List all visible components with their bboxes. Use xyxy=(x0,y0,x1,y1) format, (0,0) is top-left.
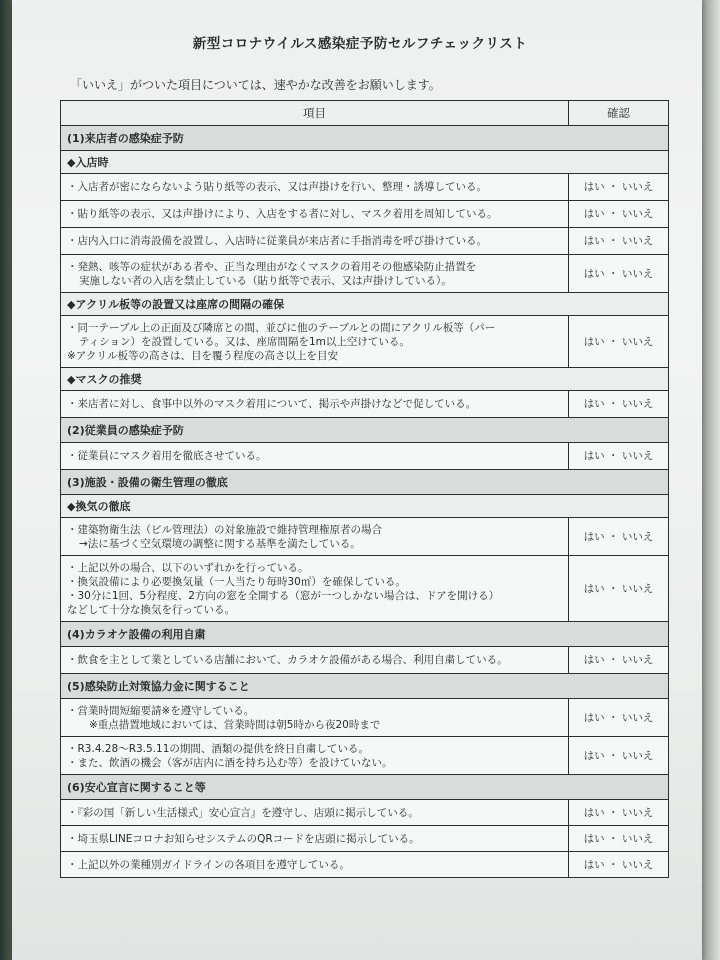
item-text: ・飲食を主として業としている店舗において、カラオケ設備がある場合、利用自粛している。 xyxy=(61,647,569,674)
answer-choice[interactable]: はい ・ いいえ xyxy=(569,255,669,293)
item-text: ・店内入口に消毒設備を設置し、入店時に従業員が来店者に手指消毒を呼び掛けている。 xyxy=(61,228,569,255)
section-row xyxy=(61,126,669,151)
item-text: ・埼玉県LINEコロナお知らせシステムのQRコードを店頭に掲示している。 xyxy=(61,826,569,852)
item-text: ・建築物衛生法（ビル管理法）の対象施設で維持管理権原者の場合 →法に基づく空気環境の調整に関する基準を満たしている。 xyxy=(61,518,569,556)
answer-choice[interactable]: はい ・ いいえ xyxy=(569,201,669,228)
check-item-row xyxy=(61,556,669,622)
check-item-row xyxy=(61,391,669,418)
check-item-row xyxy=(61,316,669,368)
section-title: (2)従業員の感染症予防 xyxy=(61,418,669,443)
subsection-title: ◆アクリル板等の設置又は座席の間隔の確保 xyxy=(61,293,669,316)
item-text: ・同一テーブル上の正面及び隣席との間、並びに他のテーブルとの間にアクリル板等（パー ティション）を設置している。又は、座席間隔を1m以上空けている。 ※アクリル板等の高さは、目を覆う程度の高さ以上を目安 xyxy=(61,316,569,368)
section-title: (1)来店者の感染症予防 xyxy=(61,126,669,151)
subsection-row xyxy=(61,151,669,174)
answer-choice[interactable]: はい ・ いいえ xyxy=(569,737,669,775)
item-text: ・貼り紙等の表示、又は声掛けにより、入店をする者に対し、マスク着用を周知している。 xyxy=(61,201,569,228)
check-item-row xyxy=(61,174,669,201)
answer-choice[interactable]: はい ・ いいえ xyxy=(569,699,669,737)
section-row xyxy=(61,775,669,800)
answer-choice[interactable]: はい ・ いいえ xyxy=(569,391,669,418)
check-item-row xyxy=(61,647,669,674)
item-text: ・『彩の国「新しい生活様式」安心宣言』を遵守し、店頭に掲示している。 xyxy=(61,800,569,826)
page-title: 新型コロナウイルス感染症予防セルフチェックリスト xyxy=(192,36,528,52)
section-title: (6)安心宣言に関すること等 xyxy=(61,775,669,800)
answer-choice[interactable]: はい ・ いいえ xyxy=(569,826,669,852)
subsection-title: ◆マスクの推奨 xyxy=(61,368,669,391)
check-item-row xyxy=(61,826,669,852)
section-title: (4)カラオケ設備の利用自粛 xyxy=(61,622,669,647)
section-row xyxy=(61,418,669,443)
check-item-row xyxy=(61,443,669,470)
section-title: (5)感染防止対策協力金に関すること xyxy=(61,674,669,699)
check-item-row xyxy=(61,699,669,737)
section-title: (3)施設・設備の衛生管理の徹底 xyxy=(61,470,669,495)
section-row xyxy=(61,622,669,647)
check-item-row xyxy=(61,852,669,878)
subsection-row xyxy=(61,293,669,316)
answer-choice[interactable]: はい ・ いいえ xyxy=(569,174,669,201)
answer-choice[interactable]: はい ・ いいえ xyxy=(569,518,669,556)
item-text: ・入店者が密にならないよう貼り紙等の表示、又は声掛けを行い、整理・誘導している。 xyxy=(61,174,569,201)
header-item: 項目 xyxy=(61,101,569,126)
section-row xyxy=(61,674,669,699)
subsection-title: ◆入店時 xyxy=(61,151,669,174)
answer-choice[interactable]: はい ・ いいえ xyxy=(569,556,669,622)
check-item-row xyxy=(61,737,669,775)
table-header-row xyxy=(61,101,669,126)
checklist-table xyxy=(60,100,669,878)
check-item-row xyxy=(61,201,669,228)
section-row xyxy=(61,470,669,495)
answer-choice[interactable]: はい ・ いいえ xyxy=(569,443,669,470)
answer-choice[interactable]: はい ・ いいえ xyxy=(569,647,669,674)
item-text: ・営業時間短縮要請※を遵守している。 ※重点措置地域においては、営業時間は朝5時から夜20時まで xyxy=(61,699,569,737)
item-text: ・上記以外の場合、以下のいずれかを行っている。 ・換気設備により必要換気量（一人当たり毎時30㎥）を確保している。 ・30分に1回、5分程度、2方向の窓を全開する（窓が一つしかない場合は、ドアを開ける） などして十分な換気を行っている。 xyxy=(61,556,569,622)
item-text: ・従業員にマスク着用を徹底させている。 xyxy=(61,443,569,470)
check-item-row xyxy=(61,800,669,826)
desk-background-right xyxy=(700,0,720,960)
subsection-row xyxy=(61,495,669,518)
header-confirm: 確認 xyxy=(569,101,669,126)
check-item-row xyxy=(61,518,669,556)
check-item-row xyxy=(61,228,669,255)
item-text: ・来店者に対し、食事中以外のマスク着用について、掲示や声掛けなどで促している。 xyxy=(61,391,569,418)
intro-text: 「いいえ」がついた項目については、速やかな改善をお願いします。 xyxy=(70,78,441,92)
answer-choice[interactable]: はい ・ いいえ xyxy=(569,228,669,255)
item-text: ・上記以外の業種別ガイドラインの各項目を遵守している。 xyxy=(61,852,569,878)
item-text: ・R3.4.28～R3.5.11の期間、酒類の提供を終日自粛している。 ・また、飲酒の機会（客が店内に酒を持ち込む等）を設けていない。 xyxy=(61,737,569,775)
answer-choice[interactable]: はい ・ いいえ xyxy=(569,852,669,878)
answer-choice[interactable]: はい ・ いいえ xyxy=(569,316,669,368)
item-text: ・発熱、咳等の症状がある者や、正当な理由がなくマスクの着用その他感染防止措置を 実施しない者の入店を禁止している（貼り紙等で表示、又は声掛けしている）。 xyxy=(61,255,569,293)
subsection-row xyxy=(61,368,669,391)
subsection-title: ◆換気の徹底 xyxy=(61,495,669,518)
answer-choice[interactable]: はい ・ いいえ xyxy=(569,800,669,826)
check-item-row xyxy=(61,255,669,293)
